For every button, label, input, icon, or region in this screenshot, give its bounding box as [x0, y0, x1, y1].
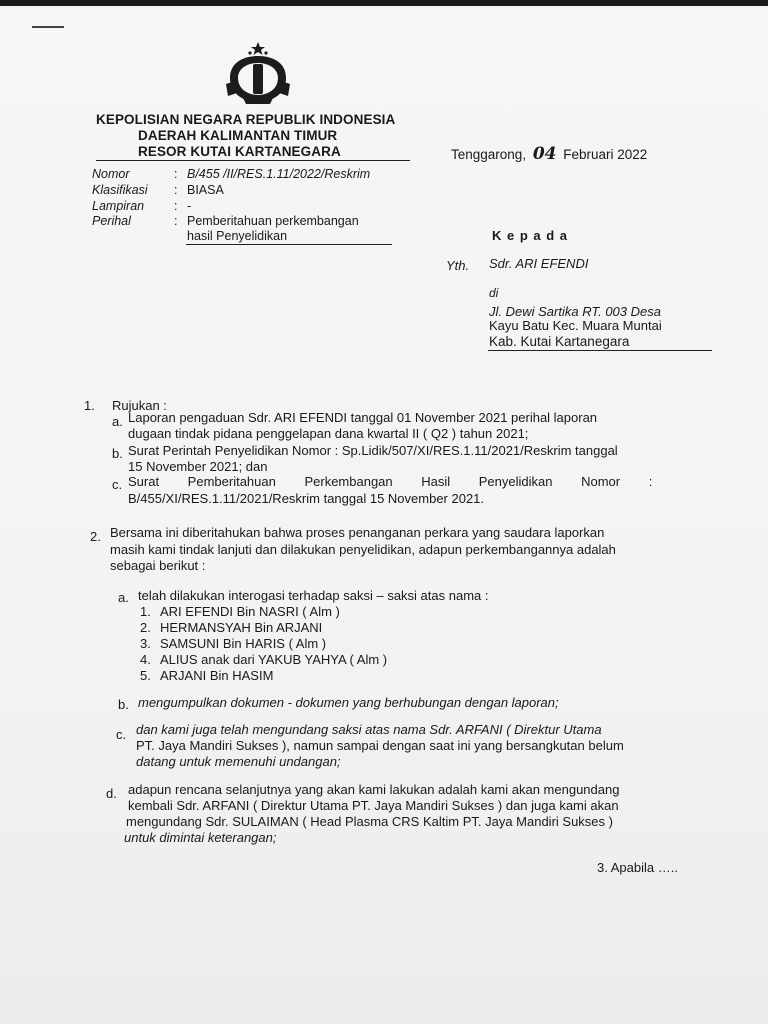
p1-b-line-2: 15 November 2021; dan	[128, 459, 268, 474]
p2-d-line-1: adapun rencana selanjutnya yang akan kami lakukan adalah kami akan mengundang	[128, 782, 620, 797]
p1-c-line-1: Surat Pemberitahuan Perkembangan Hasil Penyelidikan Nomor :	[128, 474, 653, 489]
police-emblem-icon	[220, 40, 296, 108]
nomor-value: B/455 /II/RES.1.11/2022/Reskrim	[187, 167, 371, 181]
witness-name: SAMSUNI Bin HARIS ( Alm )	[160, 636, 327, 651]
klasifikasi-label: Klasifikasi	[92, 183, 148, 197]
p2-c-marker: c.	[116, 727, 127, 742]
perihal-line-2: hasil Penyelidikan	[187, 229, 288, 243]
p1-a-line-1: Laporan pengaduan Sdr. ARI EFENDI tanggal 01 November 2021 perihal laporan	[128, 410, 598, 425]
witness-name: ARJANI Bin HASIM	[160, 668, 274, 683]
date-place	[451, 144, 647, 164]
address-line-3: Kab. Kutai Kartanegara	[489, 334, 630, 349]
p1-title: Rujukan :	[112, 398, 167, 413]
perihal-line-1: Pemberitahuan perkembangan	[187, 214, 359, 228]
p1-a-line-2: dugaan tindak pidana penggelapan dana kwartal II ( Q2 ) tahun 2021;	[128, 426, 529, 441]
witness-name: HERMANSYAH Bin ARJANI	[160, 620, 323, 635]
kepada-label: K e p a d a	[492, 228, 569, 243]
p2-line-1: Bersama ini diberitahukan bahwa proses penanganan perkara yang saudara laporkan	[110, 525, 605, 540]
institution-resort: RESOR KUTAI KARTANEGARA	[138, 144, 341, 159]
klasifikasi-colon: :	[174, 183, 178, 197]
p2-d-line-3: mengundang Sdr. SULAIMAN ( Head Plasma CRS Kaltim PT. Jaya Mandiri Sukses )	[126, 814, 613, 829]
p1-b-marker: b.	[112, 446, 123, 461]
p2-b-marker: b.	[118, 697, 129, 712]
top-edge	[0, 0, 768, 6]
p2-c-line-1: dan kami juga telah mengundang saksi atas nama Sdr. ARFANI ( Direktur Utama	[136, 722, 602, 737]
p2-line-3: sebagai berikut :	[110, 558, 206, 573]
witness-num: 4.	[140, 652, 151, 667]
p1-c-marker: c.	[112, 477, 123, 492]
p2-d-marker: d.	[106, 786, 117, 801]
p2-d-line-2: kembali Sdr. ARFANI ( Direktur Utama PT. Jaya Mandiri Sukses ) dan juga kami akan	[128, 798, 619, 813]
institution-region: DAERAH KALIMANTAN TIMUR	[138, 128, 338, 143]
p1-b-line-1: Surat Perintah Penyelidikan Nomor : Sp.Lidik/507/XI/RES.1.11/2021/Reskrim tanggal	[128, 443, 618, 458]
nomor-label: Nomor	[92, 167, 130, 181]
address-underline	[488, 350, 712, 351]
klasifikasi-value: BIASA	[187, 183, 224, 197]
witness-name: ARI EFENDI Bin NASRI ( Alm )	[160, 604, 340, 619]
lampiran-label: Lampiran	[92, 199, 145, 213]
p2-c-line-2: PT. Jaya Mandiri Sukses ), namun sampai dengan saat ini yang bersangkutan belum	[136, 738, 624, 753]
institution-name: KEPOLISIAN NEGARA REPUBLIK INDONESIA	[96, 112, 396, 127]
address-line-1: Jl. Dewi Sartika RT. 003 Desa	[489, 304, 661, 319]
p2-line-2: masih kami tindak lanjuti dan dilakukan penyelidikan, adapun perkembangannya adalah	[110, 542, 616, 557]
date-month-year: Februari 2022	[563, 147, 648, 162]
recipient-name: Sdr. ARI EFENDI	[489, 256, 589, 271]
perihal-colon: :	[174, 214, 178, 228]
perihal-label: Perihal	[92, 214, 131, 228]
p2-c-line-3: datang untuk memenuhi undangan;	[136, 754, 341, 769]
lampiran-colon: :	[174, 199, 178, 213]
witness-num: 5.	[140, 668, 151, 683]
p2-b-line-1: mengumpulkan dokumen - dokumen yang berhubungan dengan laporan;	[138, 695, 559, 710]
place-name: Tenggarong,	[451, 147, 527, 162]
date-day-handwritten: 04	[532, 144, 557, 164]
continuation-note: 3. Apabila …..	[597, 860, 678, 875]
p1-c-line-2: B/455/XI/RES.1.11/2021/Reskrim tanggal 15 November 2021.	[128, 491, 485, 506]
perihal-underline	[186, 244, 392, 245]
p2-a-text: telah dilakukan interogasi terhadap saksi – saksi atas nama :	[138, 588, 489, 603]
yth-label: Yth.	[446, 258, 470, 273]
p2-a-marker: a.	[118, 590, 129, 605]
p1-number: 1.	[84, 398, 95, 413]
witness-name: ALIUS anak dari YAKUB YAHYA ( Alm )	[160, 652, 388, 667]
witness-num: 2.	[140, 620, 151, 635]
witness-num: 3.	[140, 636, 151, 651]
nomor-colon: :	[174, 167, 178, 181]
p2-number: 2.	[90, 529, 101, 544]
letterhead-underline	[96, 160, 410, 161]
witness-num: 1.	[140, 604, 151, 619]
lampiran-value: -	[187, 199, 192, 213]
address-line-2: Kayu Batu Kec. Muara Muntai	[489, 318, 662, 333]
corner-mark	[32, 26, 64, 28]
p2-d-line-4: untuk dimintai keterangan;	[124, 830, 277, 845]
p1-a-marker: a.	[112, 414, 123, 429]
di-label: di	[489, 286, 499, 300]
